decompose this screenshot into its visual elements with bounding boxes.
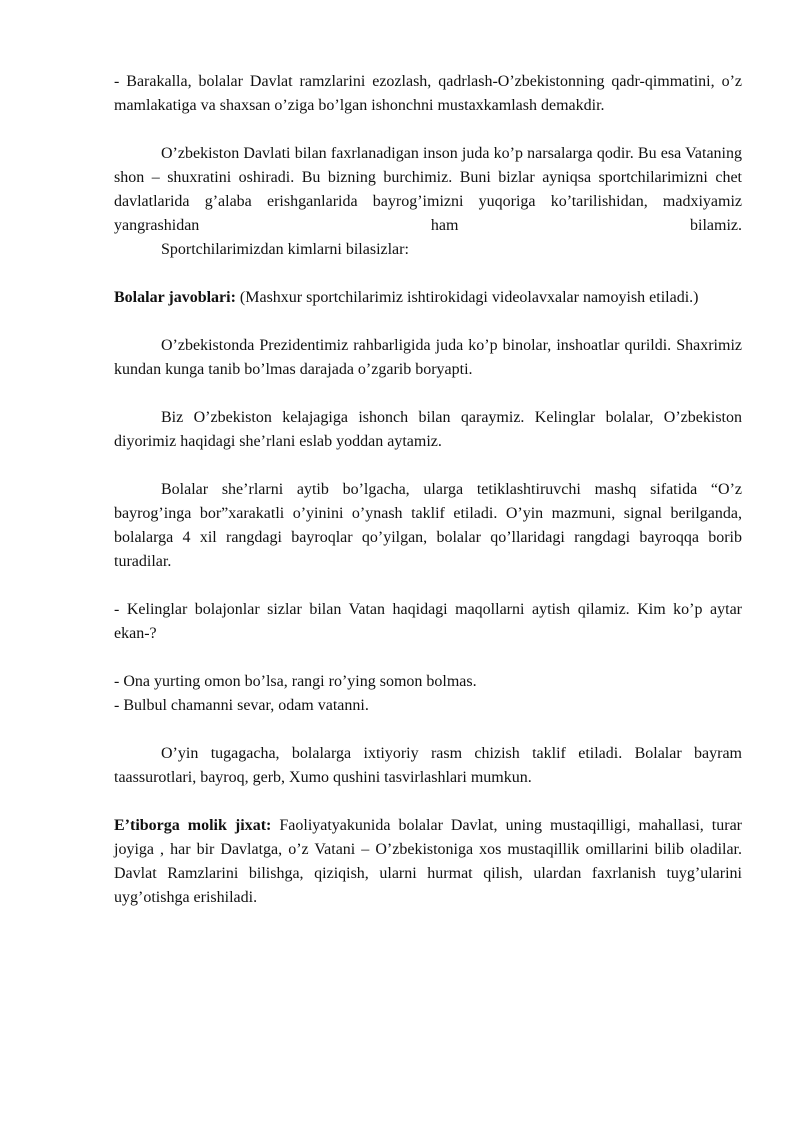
paragraph-intro: - Barakalla, bolalar Davlat ramzlarini ezozlash, qadrlash-O’zbekistonning qadr-qimmatini, o’z mamlakatiga va shaxsan o’ziga bo’lgan ishonchni mustaxkamlash demakdir. (114, 73, 742, 114)
paragraph-pride-body: O’zbekiston Davlati bilan faxrlanadigan inson juda ko’p narsalarga qodir. Bu esa Vataning shon – shuxratini oshiradi. Bu bizning burchimiz. Buni bizlar ayniqsa sportchilarimizni chet davlatlarida g’alaba erishganlarida bayrog’imizni yuqoriga ko’tarilishidan, madxiyamiz yangrashidan ham bilamiz. (114, 145, 742, 234)
noteworthy-label: E’tiborga molik jixat: (114, 817, 272, 834)
children-answers-label: Bolalar javoblari: (114, 289, 236, 306)
paragraph-future: Biz O’zbekiston kelajagiga ishonch bilan qaraymiz. Kelinglar bolalar, O’zbekiston diyorimiz haqidagi she’rlani eslab yoddan aytamiz. (114, 409, 742, 450)
noteworthy-text: Faoliyatyakunida bolalar Davlat, uning mustaqilligi, mahallasi, turar joyiga , har bir Davlatga, o’z Vatani – O’zbekistoniga xos mustaqillik omillarini bilib oladilar. Davlat Ramzlarini bilishga, qiziqish, ularni hurmat qilish, ulardan faxrlanish tuyg’ularini uyg’otishga erishiladi. (114, 817, 743, 906)
proverb-line: - Ona yurting omon bo’lsa, rangi ro’ying somon bolmas. (114, 673, 477, 690)
paragraph-children-answers (114, 286, 742, 310)
proverb-line: - Bulbul chamanni sevar, odam vatanni. (114, 697, 369, 714)
paragraph-buildings: O’zbekistonda Prezidentimiz rahbarligida juda ko’p binolar, inshoatlar qurildi. Shaxrimiz kundan kunga tanib bo’lmas darajada o’zgarib boryapti. (114, 337, 742, 378)
paragraph-game: Bolalar she’rlarni aytib bo’lgacha, ularga tetiklashtiruvchi mashq sifatida “O’z bayrog’inga bor”xarakatli o’yinini o’ynash taklif etiladi. O’yin mazmuni, signal berilganda, bolalarga 4 xil rangdagi bayroqlar qo’yilgan, bolalar qo’llaridagi rangdagi bayroqqa borib turadilar. (114, 481, 742, 570)
paragraph-proverbs-intro: - Kelinglar bolajonlar sizlar bilan Vatan haqidagi maqollarni aytish qilamiz. Kim ko’p aytar ekan-? (114, 601, 742, 642)
document-page (114, 70, 742, 910)
paragraph-pride-question: Sportchilarimizdan kimlarni bilasizlar: (161, 241, 409, 258)
children-answers-text: (Mashxur sportchilarimiz ishtirokidagi videolavxalar namoyish etiladi.) (235, 289, 699, 306)
paragraph-pride (114, 142, 742, 262)
paragraph-proverbs (114, 670, 742, 718)
paragraph-noteworthy (114, 814, 742, 910)
paragraph-drawing: O’yin tugagacha, bolalarga ixtiyoriy rasm chizish taklif etiladi. Bolalar bayram taassurotlari, bayroq, gerb, Xumo qushini tasvirlashlari mumkun. (114, 745, 742, 786)
